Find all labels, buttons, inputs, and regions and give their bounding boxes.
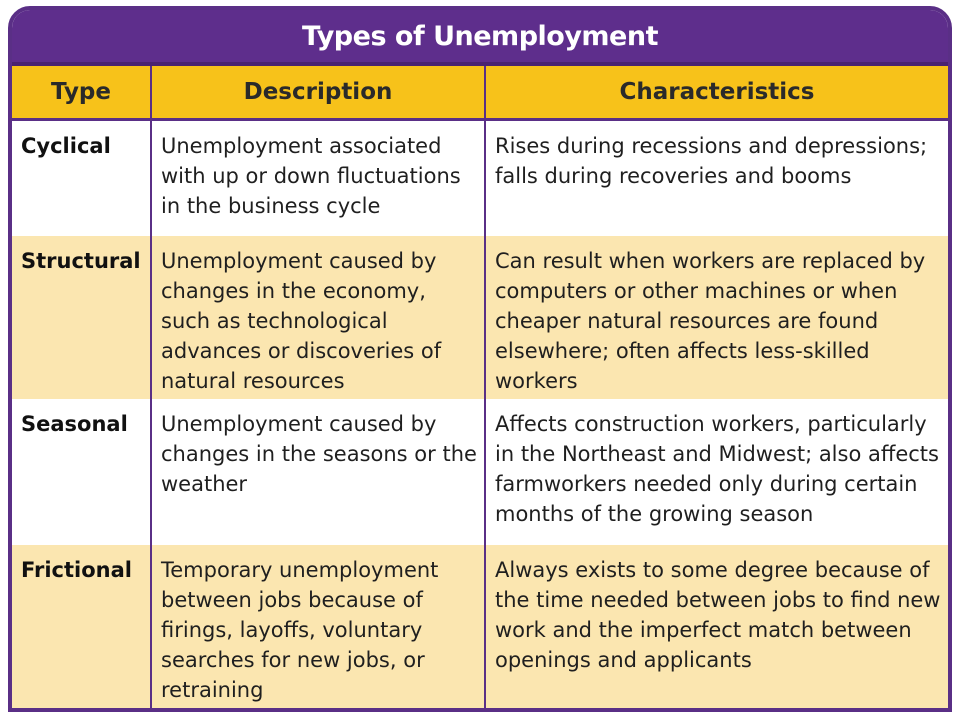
table-row — [12, 120, 948, 236]
unemployment-table-frame — [8, 6, 952, 712]
type-cell: Cyclical — [12, 120, 151, 236]
header-row — [12, 66, 948, 120]
table-row — [12, 545, 948, 713]
table-row — [12, 236, 948, 399]
characteristics-cell: Affects construction workers, particularly in the Northeast and Midwest; also affects farmworkers needed only during certain months of the growing season — [485, 399, 948, 545]
table-title: Types of Unemployment — [301, 20, 659, 52]
characteristics-cell: Always exists to some degree because of the time needed between jobs to find new work and the imperfect match between openings and applicants — [485, 545, 948, 713]
header-characteristics: Characteristics — [485, 66, 948, 120]
header-description: Description — [151, 66, 485, 120]
header-type: Type — [12, 66, 151, 120]
table-title-bar — [12, 10, 948, 66]
unemployment-table — [12, 66, 948, 712]
type-cell: Structural — [12, 236, 151, 399]
description-cell: Unemployment caused by changes in the seasons or the weather — [151, 399, 485, 545]
table-row — [12, 399, 948, 545]
characteristics-cell: Rises during recessions and depressions; falls during recoveries and booms — [485, 120, 948, 236]
type-cell: Seasonal — [12, 399, 151, 545]
characteristics-cell: Can result when workers are replaced by computers or other machines or when cheaper natural resources are found elsewhere; often affects less-skilled workers — [485, 236, 948, 399]
description-cell: Temporary unemployment between jobs because of firings, layoffs, voluntary searches for new jobs, or retraining — [151, 545, 485, 713]
type-cell: Frictional — [12, 545, 151, 713]
description-cell: Unemployment caused by changes in the economy, such as technological advances or discoveries of natural resources — [151, 236, 485, 399]
description-cell: Unemployment associated with up or down fluctuations in the business cycle — [151, 120, 485, 236]
